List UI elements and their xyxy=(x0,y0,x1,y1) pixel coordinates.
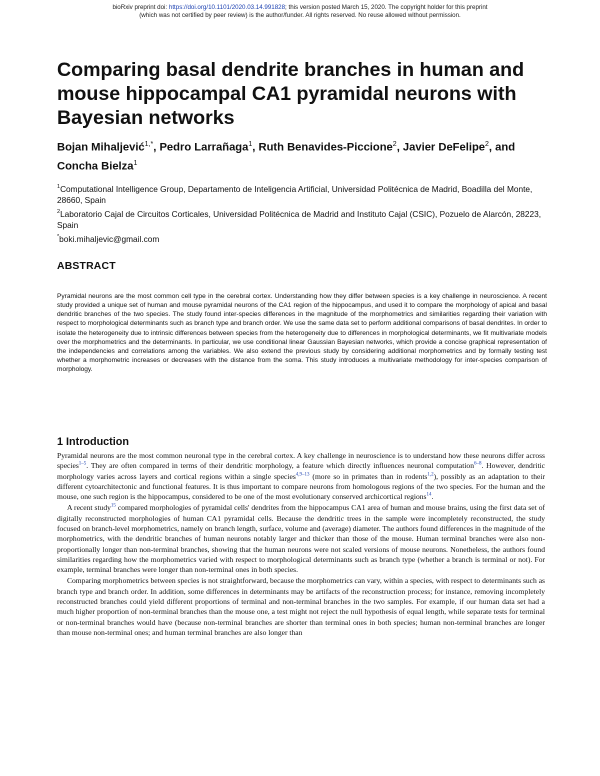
author-name: Bojan Mihaljević xyxy=(57,141,145,154)
citation-ref[interactable]: 1–5 xyxy=(78,461,87,467)
affiliation: $^1$Computational Intelligence Group, Departamento de Inteligencia Artificial, Universidad Politécnica de Madrid, Boadilla del Monte, 28660, Spain xyxy=(57,183,533,206)
paragraph: A recent study$^{15}$ compared morphologies of pyramidal cells' dendrites from the hippocampus CA1 area of human and mouse brains, using the first data set of digitally reconstructed morphologies of human CA1 pyramidal cells. Because the dendritic trees in the sample were incompletely reconstructed, the study focused on branch-level morphometrics, namely on branch length, surface, volume and (average) diameter. The authors found differences in the magnitude of the morphometrics, with the dendritic branches of human neurons notably larger and thicker than those of the mouse. Human terminal branches were also non-proportionally longer than non-terminal branches, showing that the human neurons were not scaled versions of mouse neurons. Nonetheless, the authors found similarities regarding how the morphometrics varied with respect to morphological determinants such as branch type (whether a branch is terminal or not). For example, terminal branches were longer than non-terminal ones in both species. xyxy=(57,503,546,575)
corresponding-email: *boki.mihaljevic@gmail.com xyxy=(57,233,160,244)
biorxiv-header-line1: bioRxiv preprint doi: https://doi.org/10.1101/2020.03.14.991828; this version posted March 15, 2020. The copyright holder for this preprint xyxy=(112,4,488,11)
author-name: Ruth Benavides-Piccione xyxy=(258,141,393,154)
affiliation-list xyxy=(57,182,557,245)
affiliation: $^2$Laboratorio Cajal de Circuitos Corticales, Universidad Politécnica de Madrid and Instituto Cajal (CSIC), Pozuelo de Alarcón, 28223, Spain xyxy=(57,208,542,231)
citation-ref[interactable]: 1,2 xyxy=(427,472,434,478)
citation-ref[interactable]: 6–8 xyxy=(473,461,482,467)
citation-ref[interactable]: 14 xyxy=(426,492,432,498)
author-affiliation-marker: 1 xyxy=(248,141,253,148)
paper-title: Comparing basal dendrite branches in human and mouse hippocampal CA1 pyramidal neurons with Bayesian networks xyxy=(57,59,525,129)
paragraph: Pyramidal neurons are the most common neuronal type in the cerebral cortex. A key challenge in neuroscience is to understand how these neurons differ across species$^{1-5}$. They are often compared in terms of their dendritic morphology, a feature which directly influences neuronal computation$^{6-8}$. However, dendritic morphology varies across layers and cortical regions within a single species$^{4,9-13}$ (more so in primates than in rodents$^{1,2}$), possibly as an adaptation to their different cytoarchitectonic and functional features. It is thus important to compare neurons from homologous regions of the two species. For the human and the mouse, one such region is the hippocampus, considered to be one of the most evolutionary conserved archicortical regions$^{14}$. xyxy=(57,451,546,502)
author-name: Javier DeFelipe xyxy=(402,141,486,154)
citation-ref[interactable]: 15 xyxy=(110,503,116,509)
author-affiliation-marker: 1,* xyxy=(144,141,154,148)
citation-ref[interactable]: 4,9–13 xyxy=(295,472,310,478)
biorxiv-header-line2: (which was not certified by peer review) is the author/funder. All rights reserved. No reuse allowed without permission. xyxy=(139,12,461,19)
author-list: Bojan Mihaljević$^{1,*}$, Pedro Larrañaga$^1$, Ruth Benavides-Piccione$^2$, Javier DeFelipe$^2$, and Concha Bielza$^1$ xyxy=(57,141,516,173)
author-affiliation-marker: 2 xyxy=(485,141,489,148)
abstract-heading: ABSTRACT xyxy=(57,261,116,272)
author-name: Pedro Larrañaga xyxy=(159,141,249,154)
author-affiliation-marker: 1 xyxy=(133,159,138,167)
doi-link[interactable]: https://doi.org/10.1101/2020.03.14.991828 xyxy=(168,4,286,11)
paragraph: Comparing morphometrics between species is not straightforward, because the morphometrics can vary, within a species, with respect to determinants such as branch type and branch order. In addition, some differences in determinants may be artifacts of the reconstruction process; for instance, removing incompletely reconstructed branches could yield different proportions of terminal and non-terminal branches in the two samples. For example, if our human data set had a much higher proportion of non-terminal branches than the mouse one, a test might not reject the null hypothesis of equal length, while separate tests for terminal or non-terminal branches would have (because non-terminal branches are shorter than terminal ones in both species; human non-terminal branches are longer than mouse non-terminal ones; and human terminal branches are also longer than xyxy=(57,576,545,638)
abstract-text: Pyramidal neurons are the most common cell type in the cerebral cortex. Understanding how they differ between species is a key challenge in neuroscience. A recent study provided a unique set of human and mouse pyramidal neurons of the CA1 region of the hippocampus, and used it to compare the morphology of apical and basal dendritic branches of the two species. The study found inter-species differences in the magnitude of the morphometrics and similarities regarding their variation with respect to morphological determinants such as branch type and branch order. We use the same data set to perform additional comparisons of basal dendrites. In order to isolate the heterogeneity due to intrinsic differences between species from the heterogeneity due to differences in morphological determinants, we fit multivariate models over the morphometrics and the determinants. In particular, we use conditional linear Gaussian Bayesian networks, which provide a concise graphical representation of the independencies and correlations among the variables. We also extend the previous study by considering additional morphometrics and by formally testing test whether a morphometric increases or decreases with the distance from the soma. This study introduces a multivariate methodology for inter-species comparison of morphology. xyxy=(57,293,547,374)
author-name: Concha Bielza xyxy=(57,160,134,173)
author-affiliation-marker: 2 xyxy=(392,141,397,148)
section-heading-introduction: 1 Introduction xyxy=(57,436,129,448)
introduction-body xyxy=(57,451,545,638)
biorxiv-header xyxy=(0,4,600,20)
